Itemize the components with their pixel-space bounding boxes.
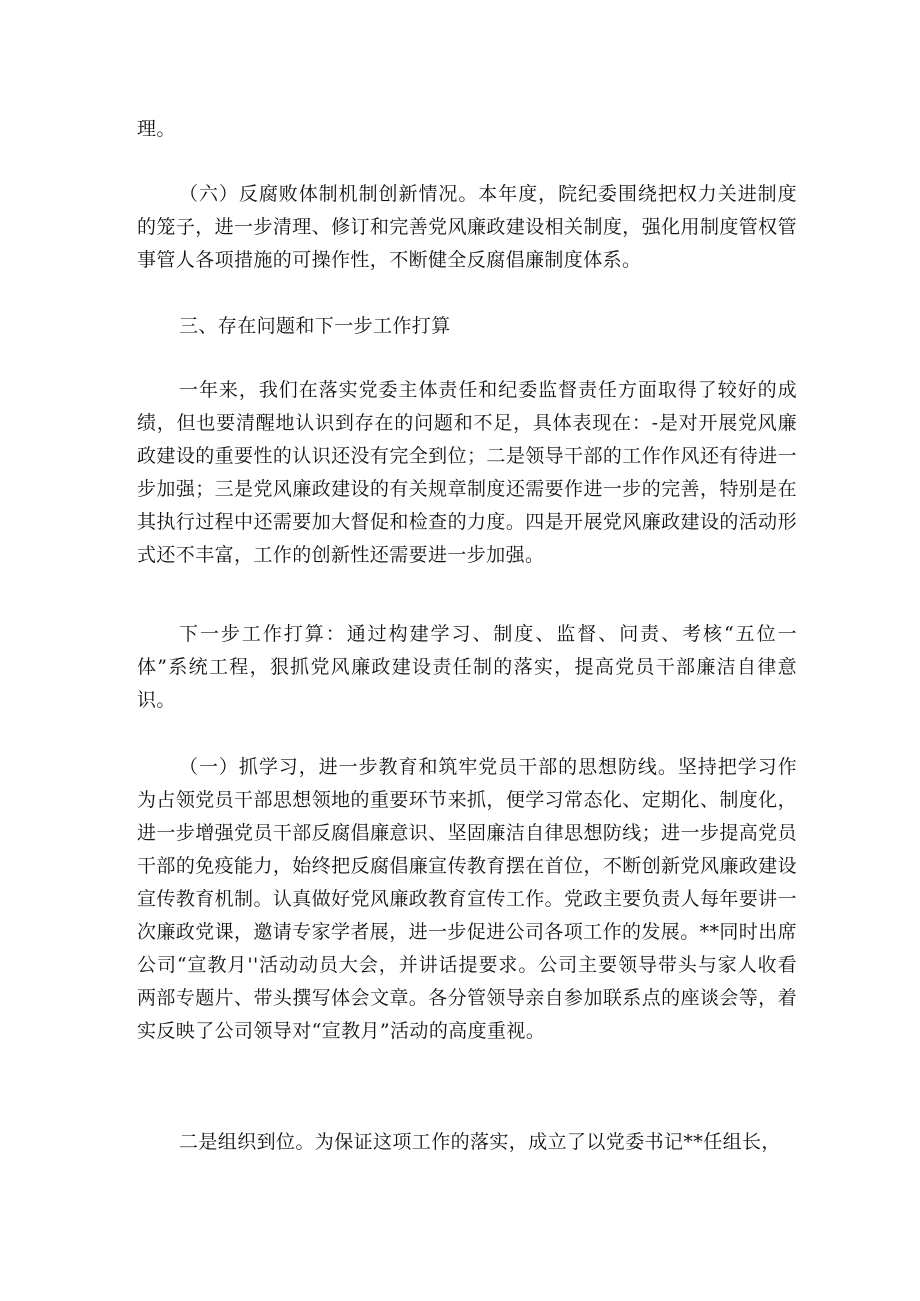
paragraph-organization: 二是组织到位。为保证这项工作的落实，成立了以党委书记**任组长，: [179, 1131, 781, 1153]
paragraph-item-one: （一）抓学习，进一步教育和筑牢党员干部的思想防线。坚持把学习作为占领党员干部思想领地的重要环节来抓，便学习常态化、定期化、制度化，进一步增强党员干部反腐倡廉意识、坚固廉洁自律思想防线；进一步提高党员干部的免疫能力，始终把反腐倡廉宣传教育摆在首位，不断创新党风廉政建设宣传教育机制。认真做好党风廉政教育宣传工作。党政主要负责人每年要讲一次廉政党课，邀请专家学者展，进一步促进公司各项工作的发展。**同时出席公司“宣教月''活动动员大会，并讲话提要求。公司主要领导带头与家人收看两部专题片、带头撰写体会文章。各分管领导亲自参加联系点的座谈会等，着实反映了公司领导对“宣教月”活动的高度重视。: [137, 756, 798, 1042]
paragraph-problems: 一年来，我们在落实党委主体责任和纪委监督责任方面取得了较好的成绩，但也要清醒地认识到存在的问题和不足，具体表现在：-是对开展党风廉政建设的重要性的认识还没有完全到位；二是领导干部的工作作风还有待进一步加强；三是党风廉政建设的有关规章制度还需要作进一步的完善，特别是在其执行过程中还需要加大督促和检查的力度。四是开展党风廉政建设的活动形式还不丰富，工作的创新性还需要进一步加强。: [137, 379, 797, 566]
paragraph-next-steps: 下一步工作打算：通过构建学习、制度、监督、问责、考核“五位一体”系统工程，狠抓党风廉政建设责任制的落实，提高党员干部廉洁自律意识。: [137, 623, 797, 711]
paragraph-continuation: 理。: [137, 118, 176, 140]
paragraph-section-six: （六）反腐败体制机制创新情况。本年度，院纪委围绕把权力关进制度的笼子，进一步清理、修订和完善党风廉政建设相关制度，强化用制度管权管事管人各项措施的可操作性，不断健全反腐倡廉制度体系。: [137, 183, 797, 271]
section-heading-three: 三、存在问题和下一步工作打算: [179, 315, 451, 337]
